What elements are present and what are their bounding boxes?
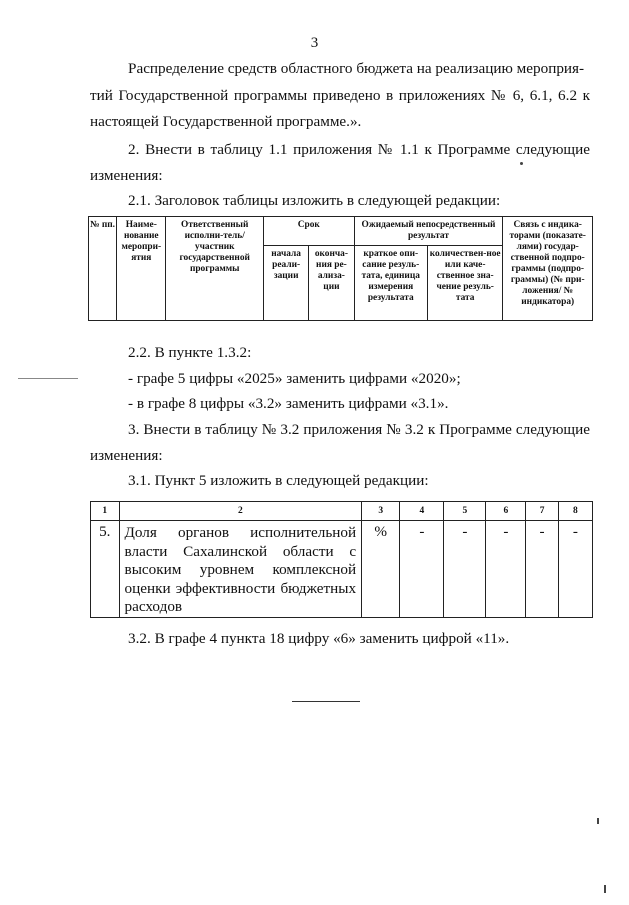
table-row bbox=[91, 521, 593, 618]
paragraph-2-2-item-2: - в графе 8 цифры «3.2» заменить цифрами «3.1». bbox=[128, 395, 449, 412]
table2-header-7: 7 bbox=[526, 502, 558, 521]
table1-col-result: Ожидаемый непосредственный результат bbox=[354, 217, 503, 246]
table2-cell-unit: % bbox=[362, 521, 400, 618]
paragraph-2-2: 2.2. В пункте 1.3.2: bbox=[128, 344, 252, 361]
table1-col-num: № пп. bbox=[89, 217, 117, 321]
table1-col-name: Наиме-нование меропри-ятия bbox=[117, 217, 166, 321]
table2-header-8: 8 bbox=[558, 502, 592, 521]
table2-header-2: 2 bbox=[119, 502, 362, 521]
table2-header-5: 5 bbox=[444, 502, 486, 521]
table1-col-term: Срок bbox=[264, 217, 355, 246]
table1-col-result-qty: количествен-ное или каче-ственное зна-чение резуль-тата bbox=[427, 246, 502, 321]
table2-cell-num: 5. bbox=[91, 521, 120, 618]
table1-col-term-start: начала реали-зации bbox=[264, 246, 309, 321]
closing-rule bbox=[292, 701, 360, 702]
table2-header-6: 6 bbox=[486, 502, 526, 521]
paragraph-3-2: 3.2. В графе 4 пункта 18 цифру «6» заменить цифрой «11». bbox=[128, 630, 510, 647]
table1-col-responsible: Ответственный исполни-тель/участник государственной программы bbox=[166, 217, 264, 321]
paragraph-3-line-2: изменения: bbox=[90, 447, 163, 464]
table2-cell-desc: Доля органов исполнительной власти Сахалинской области с высоким уровнем комплексной оценки эффективности бюджетных расходов bbox=[119, 521, 362, 618]
table1-col-term-end: оконча-ния ре-ализа-ции bbox=[309, 246, 354, 321]
paragraph-1-line-3: настоящей Государственной программе.». bbox=[90, 113, 362, 130]
paragraph-3-line-1: 3. Внести в таблицу № 3.2 приложения № 3.2 к Программе следующие bbox=[128, 421, 590, 438]
table1-col-link: Связь с индика-торами (показате-лями) государ-ственной подпро-граммы (подпро-граммы) (№ при-ложения/ № индикатора) bbox=[503, 217, 593, 321]
table2-cell-8: - bbox=[558, 521, 592, 618]
table2-header-1: 1 bbox=[91, 502, 120, 521]
table-1-header bbox=[88, 216, 593, 321]
scan-mark bbox=[520, 162, 523, 165]
table2-cell-5: - bbox=[444, 521, 486, 618]
paragraph-2-line-2: изменения: bbox=[90, 167, 163, 184]
table2-cell-4: - bbox=[400, 521, 444, 618]
paragraph-2-line-1: 2. Внести в таблицу 1.1 приложения № 1.1 к Программе следующие bbox=[128, 141, 590, 158]
scan-mark bbox=[604, 885, 606, 893]
scan-mark bbox=[597, 818, 599, 824]
table2-header-3: 3 bbox=[362, 502, 400, 521]
table2-cell-6: - bbox=[486, 521, 526, 618]
page-number: 3 bbox=[310, 35, 319, 51]
paragraph-2-2-item-1: - графе 5 цифры «2025» заменить цифрами «2020»; bbox=[128, 370, 461, 387]
scan-mark bbox=[18, 378, 78, 379]
paragraph-1-line-1: Распределение средств областного бюджета на реализацию мероприя- bbox=[128, 60, 585, 77]
paragraph-2-1: 2.1. Заголовок таблицы изложить в следующей редакции: bbox=[128, 192, 501, 209]
table-2-row bbox=[90, 501, 593, 618]
table2-header-4: 4 bbox=[400, 502, 444, 521]
paragraph-1-line-2: тий Государственной программы приведено в приложениях № 6, 6.1, 6.2 к bbox=[90, 87, 590, 104]
table1-col-result-short: краткое опи-сание резуль-тата, единица измерения результата bbox=[354, 246, 427, 321]
table2-cell-7: - bbox=[526, 521, 558, 618]
paragraph-3-1: 3.1. Пункт 5 изложить в следующей редакции: bbox=[128, 472, 429, 489]
